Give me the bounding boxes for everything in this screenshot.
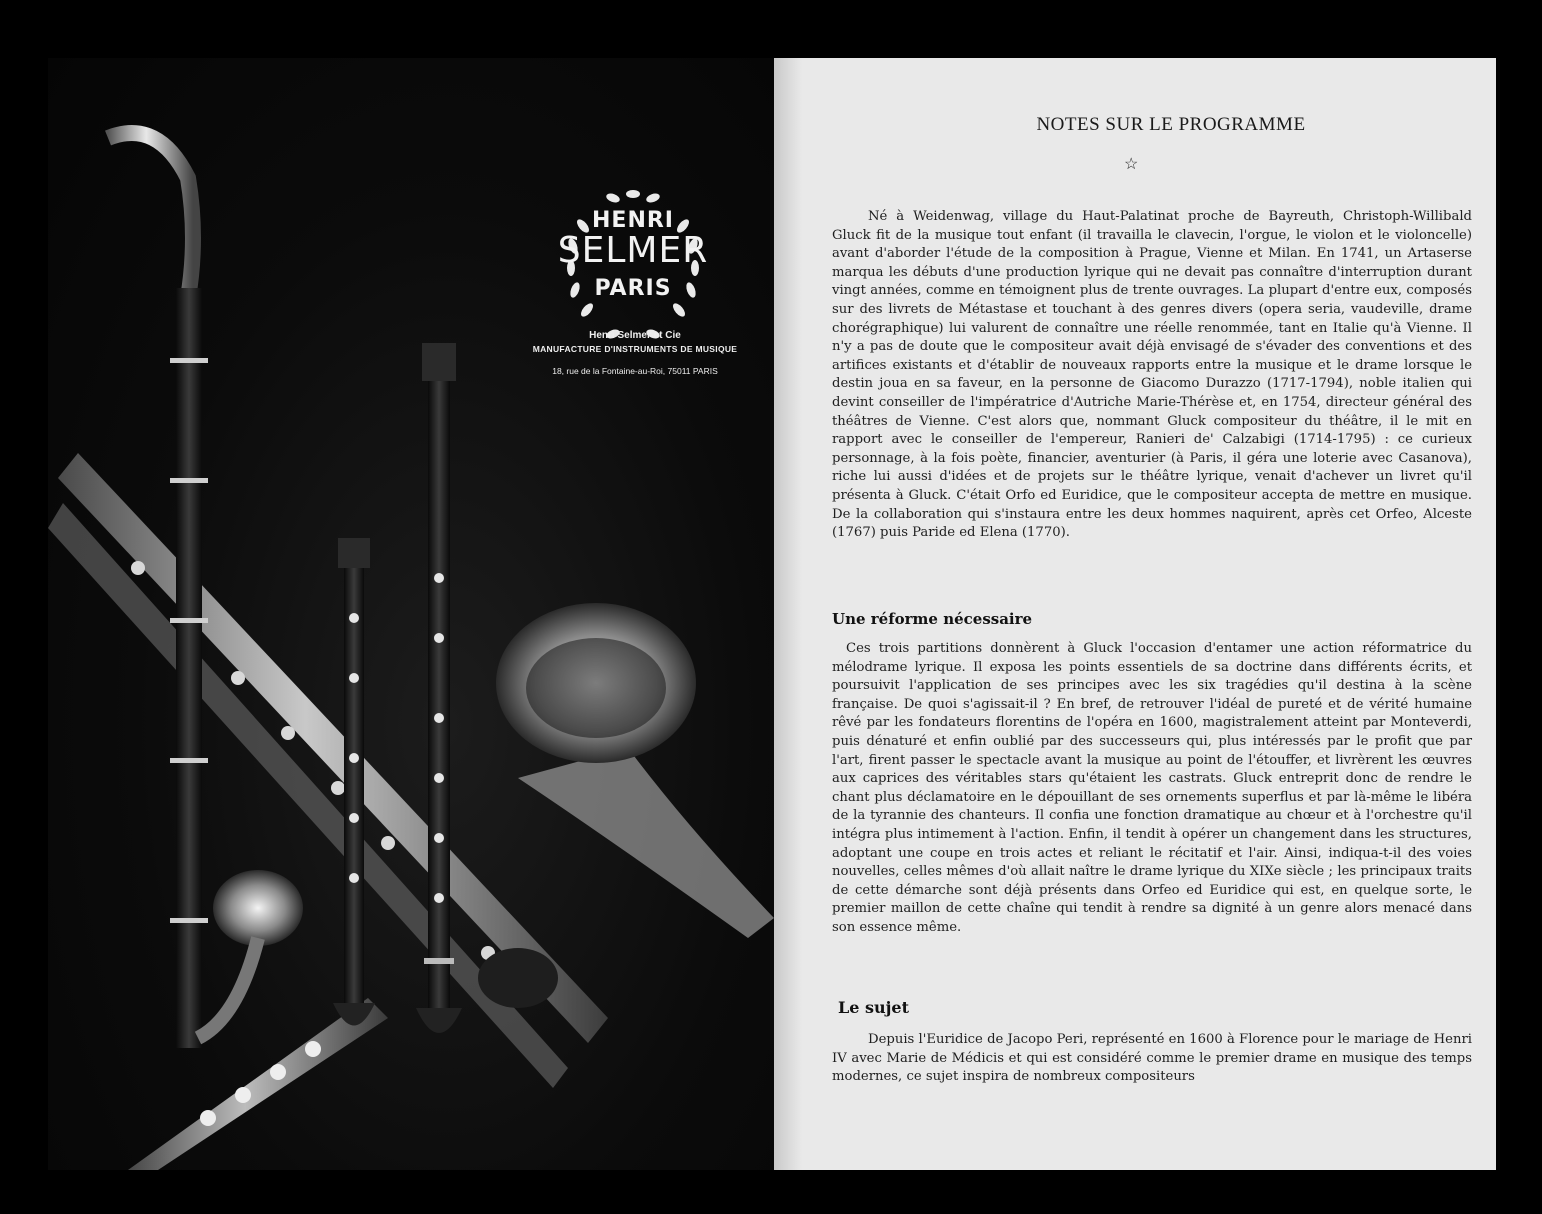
programme-notes-page <box>774 58 1496 1170</box>
company-name: Henri Selmer et Cie <box>589 330 681 341</box>
company-activity: MANUFACTURE D'INSTRUMENTS DE MUSIQUE <box>532 344 738 354</box>
reforme-paragraph: Ces trois partitions donnèrent à Gluck l'occasion d'entamer une action réformatrice du mélodrame lyrique. Il exposa les points essentiels de sa doctrine dans différents écrits, et poursuivit l'application de ses principes avec les six tragédies qu'il destina à la scène française. De quoi s'agissait-il ? En bref, de retrouver l'idéal de pureté et de vérité humaine rêvé par les fondateurs florentins de l'opéra en 1600, magistralement atteint par Monteverdi, puis dénaturé et enfin oublié par des successeurs qui, plus intéressés par le profit que par l'art, firent passer le spectacle avant la musique au point de l'étouffer, et livrèrent les œuvres aux caprices des véritables stars qu'étaient les castrats. Gluck entreprit donc de rendre le chant plus déclamatoire en le dépouillant de ses ornements superflus et par là-même le libéra de la tyrannie des chanteurs. Il confia une fonction dramatique au chœur et à l'orchestre qu'il intégra plus intimement à l'action. Enfin, il tendit à opérer un changement dans les structures, adoptant une coupe en trois actes et reliant le récitatif et l'air. Ainsi, indiqua-t-il des voies nouvelles, celles mêmes d'où allait naître le drame lyrique du XIXe siècle ; les principaux traits de cette démarche sont déjà présents dans Orfeo ed Euridice qui est, en quelque sorte, le premier maillon de cette chaîne qui tendit à rendre sa dignité à un genre alors menacé dans son essence même. <box>832 641 1472 935</box>
logo-paris: PARIS <box>594 276 672 301</box>
page-gutter <box>774 58 802 1170</box>
section-title-reforme: Une réforme nécessaire <box>832 610 1033 628</box>
star-icon: ☆ <box>1124 154 1139 173</box>
intro-paragraph: Né à Weidenwag, village du Haut-Palatinat proche de Bayreuth, Christoph-Willibald Gluck fit de la musique tout enfant (il travailla le clavecin, l'orgue, le violon et le violoncelle) avant d'aborder l'étude de la composition à Prague, Vienne et Milan. En 1741, un Artaserse marqua les débuts d'une production lyrique qui ne devait pas connaître d'interruption durant vingt années, comme en témoignent plus de trente ouvrages. La plupart d'entre eux, composés sur des livrets de Métastase et touchant à des genres divers (opera seria, vaudeville, drame chorégraphique) lui valurent de connaître une réelle renommée, tant en Italie qu'à Vienne. Il n'y a pas de doute que le compositeur avait déjà envisagé de s'évader des conventions et des artifices existants et d'établir de nouveaux rapports entre la musique et le drame lorsque le destin joua en sa faveur, en la personne de Giacomo Durazzo (1717-1794), noble italien qui devint conseiller de l'impératrice d'Autriche Marie-Thérèse et, en 1754, directeur général des théâtres de Vienne. C'est alors que, nommant Gluck compositeur du théâtre, il le mit en rapport avec le conseiller de l'empereur, Ranieri de' Calzabigi (1714-1795) : ce curieux personnage, à la fois poète, financier, aventurier (à Paris, il géra une loterie avec Casanova), riche lui aussi d'idées et de projets sur le théâtre lyrique, venait d'achever un livret qu'il présenta à Gluck. C'était Orfo ed Euridice, que le compositeur accepta de mettre en musique. De la collaboration qui s'instaura entre les deux hommes naquirent, après cet Orfeo, Alceste (1767) puis Paride ed Elena (1770). <box>832 209 1472 541</box>
page-title: NOTES SUR LE PROGRAMME <box>1036 114 1306 135</box>
sujet-paragraph: Depuis l'Euridice de Jacopo Peri, représenté en 1600 à Florence pour le mariage de Henri IV avec Marie de Médicis et qui est considéré comme le premier drame en musique des temps modernes, ce sujet inspira de nombreux compositeurs <box>832 1032 1472 1085</box>
saxophone-bell <box>496 603 774 938</box>
advert-page <box>48 58 774 1170</box>
selmer-logo <box>553 186 713 346</box>
logo-henri: HENRI <box>592 208 674 233</box>
booklet-spread <box>48 58 1496 1170</box>
section-title-sujet: Le sujet <box>838 998 909 1017</box>
logo-selmer: SELMER <box>557 230 709 271</box>
company-block <box>510 330 760 376</box>
company-address: 18, rue de la Fontaine-au-Roi, 75011 PARIS <box>552 366 718 376</box>
black-bell <box>478 948 558 1008</box>
